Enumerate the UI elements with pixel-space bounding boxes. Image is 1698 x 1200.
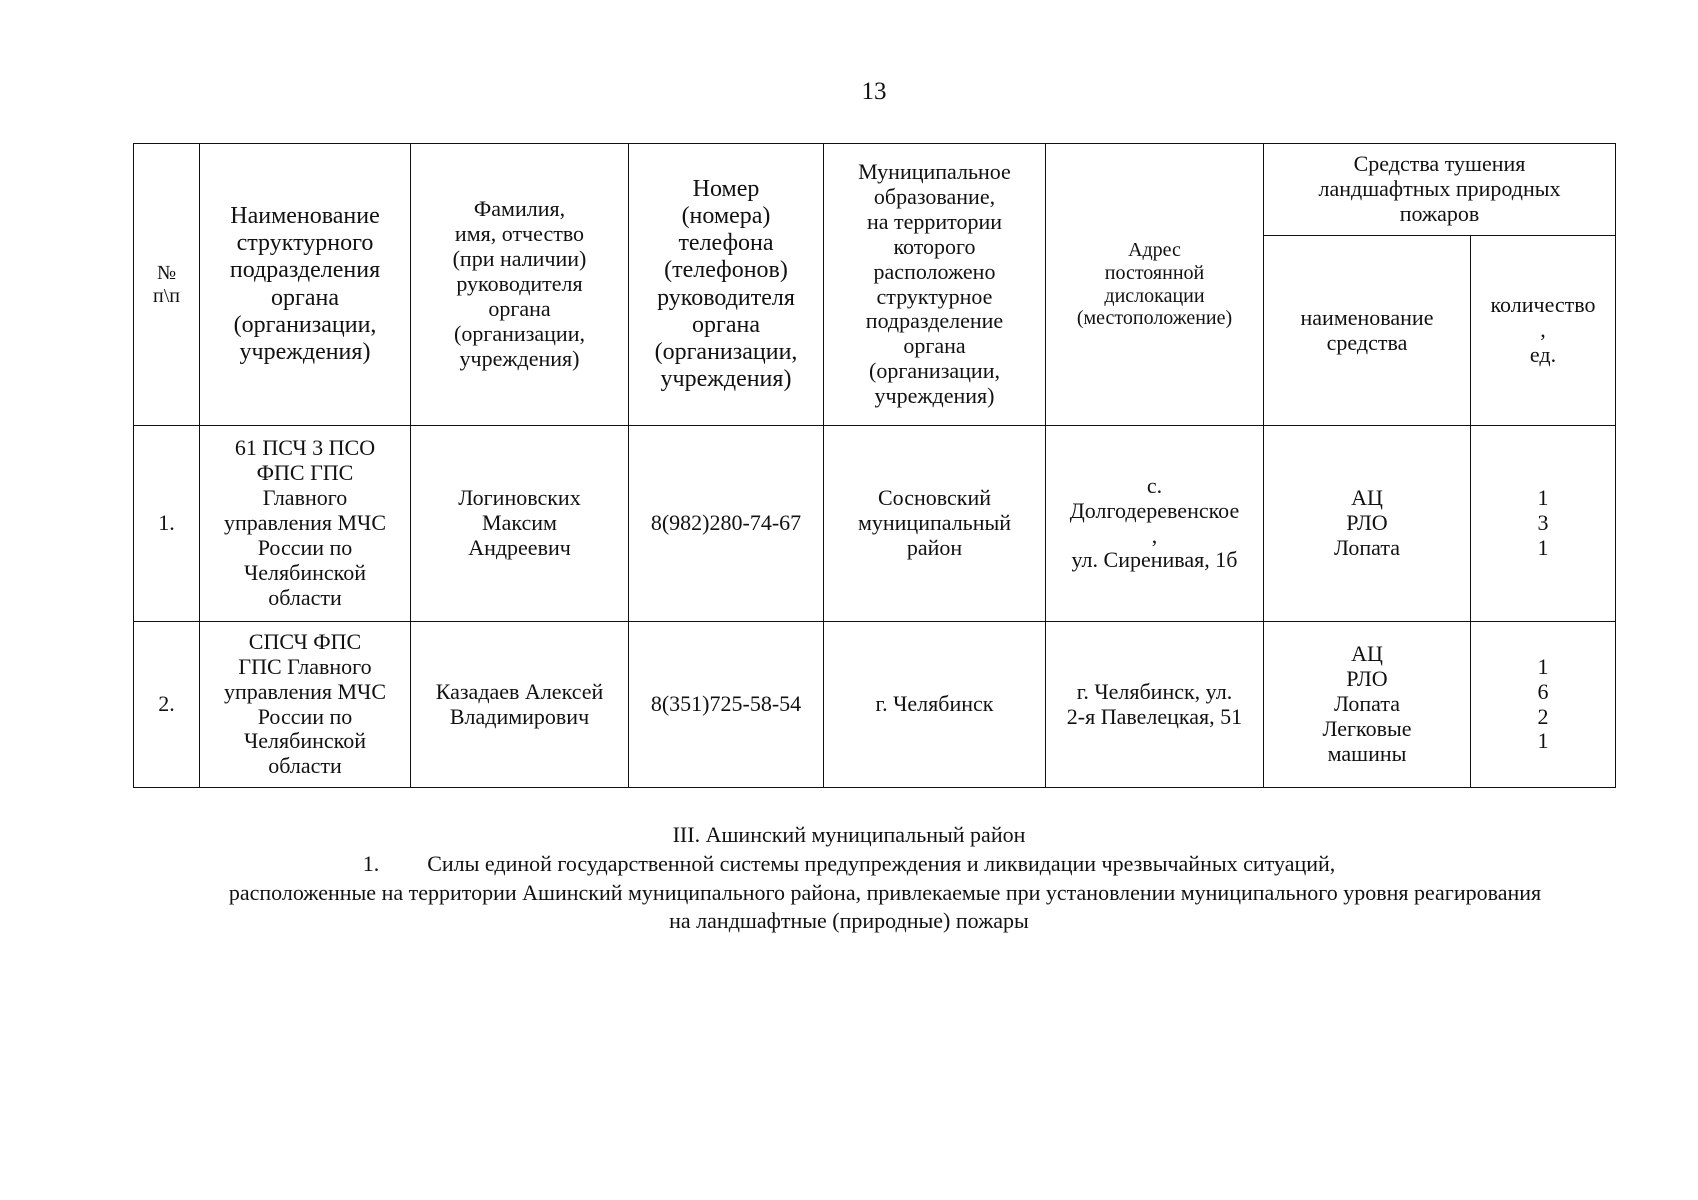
cell-address: г. Челябинск, ул. 2-я Павелецкая, 51 xyxy=(1046,622,1264,788)
section-title-line-3: на ландшафтные (природные) пожары xyxy=(669,908,1029,933)
cell-num: 2. xyxy=(134,622,200,788)
section-title-line-2: расположенные на территории Ашинский муниципального района, привлекаемые при установлении муниципального уровня реагирования xyxy=(228,880,1542,905)
header-phone: Номер (номера) телефона (телефонов) руководителя органа (организации, учреждения) xyxy=(629,144,824,426)
header-address: Адрес постоянной дислокации (местоположение) xyxy=(1046,144,1264,426)
forces-table xyxy=(133,143,1616,788)
header-means-name: наименование средства xyxy=(1264,236,1471,426)
header-means-group: Средства тушения ландшафтных природных пожаров xyxy=(1264,144,1616,236)
cell-phone: 8(351)725-58-54 xyxy=(629,622,824,788)
cell-unit-name: СПСЧ ФПС ГПС Главного управления МЧС России по Челябинской области xyxy=(200,622,411,788)
table-row xyxy=(134,426,1616,622)
cell-means-qty: 1 3 1 xyxy=(1471,426,1616,622)
cell-head-name: Логиновских Максим Андреевич xyxy=(411,426,629,622)
cell-unit-name: 61 ПСЧ 3 ПСО ФПС ГПС Главного управления МЧС России по Челябинской области xyxy=(200,426,411,622)
page-number: 13 xyxy=(861,78,887,105)
cell-num: 1. xyxy=(134,426,200,622)
cell-phone: 8(982)280-74-67 xyxy=(629,426,824,622)
cell-municipality: г. Челябинск xyxy=(824,622,1046,788)
section-title-line-1 xyxy=(0,849,1698,878)
cell-head-name: Казадаев Алексей Владимирович xyxy=(411,622,629,788)
cell-means-qty: 1 6 2 1 xyxy=(1471,622,1616,788)
section-heading: III. Ашинский муниципальный район xyxy=(672,822,1026,847)
header-municipality: Муниципальное образование, на территории которого расположено структурное подразделение органа (организации, учреждения) xyxy=(824,144,1046,426)
section-title-text-1: Силы единой государственной системы предупреждения и ликвидации чрезвычайных ситуаций, xyxy=(427,851,1336,876)
table-header-row xyxy=(134,144,1616,236)
cell-municipality: Сосновский муниципальный район xyxy=(824,426,1046,622)
header-num: № п\п xyxy=(134,144,200,426)
cell-means-name: АЦ РЛО Лопата Легковые машины xyxy=(1264,622,1471,788)
header-head-name: Фамилия, имя, отчество (при наличии) руководителя органа (организации, учреждения) xyxy=(411,144,629,426)
header-means-qty: количество , ед. xyxy=(1471,236,1616,426)
cell-means-name: АЦ РЛО Лопата xyxy=(1264,426,1471,622)
header-unit-name: Наименование структурного подразделения органа (организации, учреждения) xyxy=(200,144,411,426)
table-row xyxy=(134,622,1616,788)
section-item-number: 1. xyxy=(362,851,380,876)
cell-address: с. Долгодеревенское , ул. Сиренивая, 1б xyxy=(1046,426,1264,622)
